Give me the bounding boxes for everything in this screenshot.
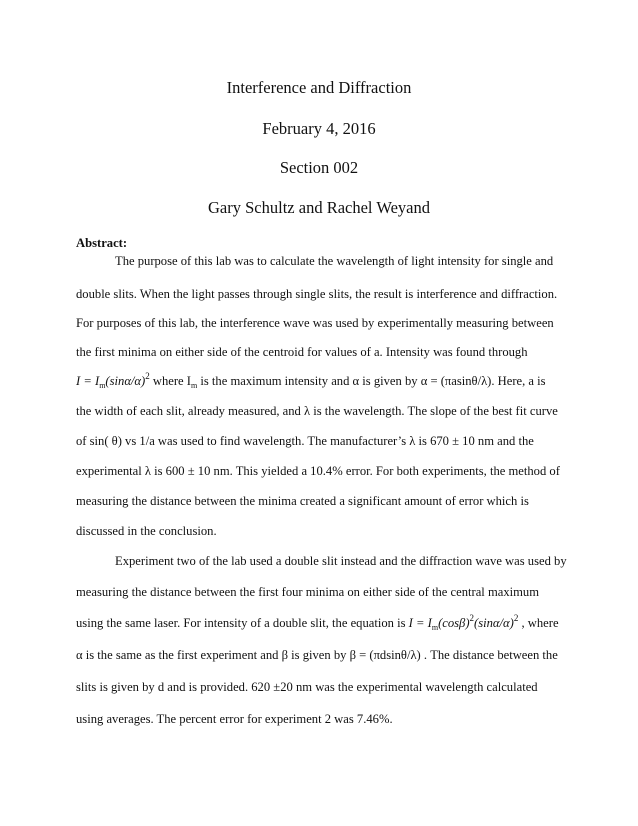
abstract-heading: Abstract:: [76, 236, 128, 250]
equation-text: (cosβ): [438, 616, 470, 630]
superscript: 2: [469, 613, 475, 623]
text-span: is the maximum intensity and α is given by α = (πasinθ/λ). Here, a is: [197, 374, 546, 388]
abstract-line: discussed in the conclusion.: [76, 524, 217, 538]
paper-title: Interference and Diffraction: [226, 78, 412, 97]
text-span: , where: [518, 616, 559, 630]
subscript: m: [99, 381, 106, 390]
equation-text: I = I: [76, 374, 100, 388]
equation-text: (sinα/α): [105, 374, 146, 388]
paper-authors: Gary Schultz and Rachel Weyand: [208, 198, 430, 217]
equation-text: (sinα/α): [474, 616, 514, 630]
superscript: 2: [145, 371, 150, 381]
abstract-line: double slits. When the light passes through single slits, the result is interference and diffraction.: [76, 287, 558, 301]
abstract-line: the first minima on either side of the centroid for values of a. Intensity was found through: [76, 345, 528, 359]
paper-section: Section 002: [279, 158, 359, 177]
abstract-line: For purposes of this lab, the interference wave was used by experimentally measuring between: [76, 316, 554, 330]
text-span: using the same laser. For intensity of a double slit, the equation is: [76, 616, 409, 630]
equation-text: I = I: [408, 616, 432, 630]
abstract-line: The purpose of this lab was to calculate the wavelength of light intensity for single and: [115, 254, 554, 268]
abstract-line-equation: [76, 613, 559, 632]
abstract-line: α is the same as the first experiment and β is given by β = (πdsinθ/λ) . The distance between the: [76, 648, 558, 662]
abstract-line-equation: [76, 371, 546, 390]
paper-date: February 4, 2016: [262, 119, 376, 138]
abstract-line: using averages. The percent error for experiment 2 was 7.46%.: [76, 712, 393, 726]
abstract-line: of sin( θ) vs 1/a was used to find wavelength. The manufacturer’s λ is 670 ± 10 nm and the: [76, 434, 534, 448]
abstract-line: measuring the distance between the minima created a significant amount of error which is: [76, 494, 529, 508]
subscript: m: [431, 623, 439, 632]
abstract-line: experimental λ is 600 ± 10 nm. This yielded a 10.4% error. For both experiments, the method of: [76, 464, 560, 478]
text-span: where I: [149, 374, 191, 388]
abstract-line: Experiment two of the lab used a double slit instead and the diffraction wave was used by: [115, 554, 567, 568]
subscript: m: [191, 381, 198, 390]
abstract-line: the width of each slit, already measured, and λ is the wavelength. The slope of the best fit curve: [76, 404, 558, 418]
abstract-line: measuring the distance between the first four minima on either side of the central maximum: [76, 585, 540, 599]
superscript: 2: [513, 613, 519, 623]
abstract-line: slits is given by d and is provided. 620 ±20 nm was the experimental wavelength calculated: [76, 680, 538, 694]
